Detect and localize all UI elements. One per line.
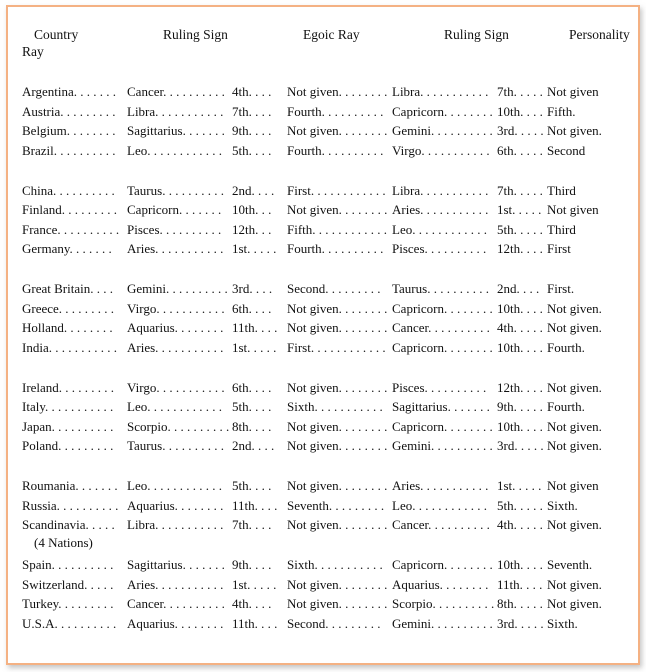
- cell-egoic-ray: Fifth. . . . . . . . . . . .: [287, 221, 388, 237]
- cell-personality-ray: Sixth.: [547, 497, 578, 513]
- cell-ruling-sign-2: Capricorn. . . . . . . .: [392, 339, 493, 355]
- cell-ruling-sign: Gemini. . . . . . . . . .: [127, 281, 228, 296]
- cell-personality-ray: Not given.: [547, 576, 602, 592]
- table-row: [22, 615, 638, 633]
- cell-egoic-ray-number: 11th. . . .: [232, 320, 278, 335]
- cell-egoic-ray: Not given. . . . . . . .: [287, 596, 388, 611]
- cell-ruling-sign-2: Cancer. . . . . . . . . .: [392, 320, 490, 335]
- cell-egoic-ray-number: 7th. . . .: [232, 103, 272, 119]
- cell-egoic-ray-number: 3rd. . . .: [232, 281, 273, 296]
- cell-country: Germany. . . . . . .: [22, 241, 112, 256]
- cell-ruling-sign: Virgo. . . . . . . . . . .: [127, 300, 225, 316]
- cell-egoic-ray-number: 4th. . . .: [232, 596, 272, 611]
- cell-country: France. . . . . . . . . .: [22, 221, 120, 237]
- cell-ruling-sign-2: Pisces. . . . . . . . . .: [392, 241, 487, 256]
- cell-ruling-sign-2: Gemini. . . . . . . . . .: [392, 123, 493, 138]
- cell-egoic-ray: Not given. . . . . . . .: [287, 418, 388, 434]
- cell-ray-number: 10th. . . .: [497, 300, 543, 316]
- cell-ruling-sign-2: Capricorn. . . . . . . .: [392, 418, 493, 434]
- cell-personality-ray: Not given: [547, 202, 599, 217]
- cell-ruling-sign-2: Pisces. . . . . . . . . .: [392, 379, 487, 395]
- cell-personality-ray: Third: [547, 182, 576, 198]
- cell-personality-ray: Not given.: [547, 517, 602, 532]
- cell-ray-number: 10th. . . .: [497, 103, 543, 119]
- cell-personality-ray: Fifth.: [547, 103, 576, 119]
- cell-country: Holland. . . . . . . .: [22, 320, 113, 335]
- cell-egoic-ray-number: 2nd. . . .: [232, 438, 275, 453]
- cell-ruling-sign: Aquarius. . . . . . . .: [127, 615, 224, 631]
- cell-ruling-sign-2: Taurus. . . . . . . . . .: [392, 281, 489, 296]
- cell-personality-ray: Seventh.: [547, 557, 593, 572]
- cell-ray-number: 10th. . . .: [497, 418, 543, 434]
- cell-personality-ray: Not given.: [547, 596, 602, 611]
- cell-personality-ray: Second: [547, 142, 586, 158]
- table-row: [22, 398, 638, 416]
- cell-ray-number: 10th. . . .: [497, 339, 543, 355]
- table-row: [22, 477, 638, 495]
- cell-personality-ray: Fourth.: [547, 399, 585, 414]
- cell-egoic-ray-number: 9th. . . .: [232, 123, 272, 138]
- cell-ray-number: 8th. . . . .: [497, 596, 543, 611]
- cell-egoic-ray: Not given. . . . . . . .: [287, 379, 388, 395]
- cell-ray-number: 5th. . . . .: [497, 497, 543, 513]
- cell-egoic-ray: Sixth. . . . . . . . . . .: [287, 399, 383, 414]
- table-row: [22, 339, 638, 357]
- cell-country: Finland. . . . . . . . .: [22, 202, 117, 217]
- cell-ruling-sign-2: Aquarius. . . . . . . .: [392, 576, 489, 592]
- table-row: [22, 240, 638, 258]
- cell-egoic-ray: Not given. . . . . . . .: [287, 517, 388, 532]
- table-row: [22, 122, 638, 140]
- cell-ray-number: 1st. . . . .: [497, 478, 542, 493]
- table-row: [22, 280, 638, 298]
- cell-personality-ray: Not given.: [547, 379, 602, 395]
- cell-ray-number: 5th. . . . .: [497, 221, 543, 237]
- cell-egoic-ray-number: 5th. . . .: [232, 478, 272, 493]
- cell-ruling-sign: Capricorn. . . . . . .: [127, 202, 222, 217]
- table-row: [22, 595, 638, 613]
- cell-country: Argentina. . . . . . .: [22, 84, 116, 99]
- cell-egoic-ray: Fourth. . . . . . . . . .: [287, 142, 384, 158]
- table-row: [22, 83, 638, 101]
- cell-ray-number: 3rd. . . . .: [497, 438, 544, 453]
- table-row: [22, 142, 638, 160]
- cell-country: U.S.A. . . . . . . . . .: [22, 615, 117, 631]
- cell-personality-ray: Not given.: [547, 418, 602, 434]
- cell-ruling-sign: Aries. . . . . . . . . . .: [127, 576, 224, 592]
- cell-egoic-ray-number: 1st. . . . .: [232, 339, 277, 355]
- table-row: [22, 379, 638, 397]
- cell-egoic-ray-number: 9th. . . .: [232, 557, 272, 572]
- cell-ruling-sign: Leo. . . . . . . . . . . .: [127, 399, 222, 414]
- cell-egoic-ray: Fourth. . . . . . . . . .: [287, 103, 384, 119]
- cell-personality-ray: Not given.: [547, 320, 602, 335]
- cell-egoic-ray-number: 8th. . . .: [232, 418, 272, 434]
- table-row: [22, 201, 638, 219]
- table-row: [22, 516, 638, 550]
- cell-egoic-ray: Sixth. . . . . . . . . . .: [287, 557, 383, 572]
- cell-ruling-sign: Pisces. . . . . . . . . .: [127, 221, 222, 237]
- cell-ray-number: 3rd. . . . .: [497, 123, 544, 138]
- cell-ruling-sign-2: Aries. . . . . . . . . . .: [392, 202, 489, 217]
- cell-ruling-sign-2: Leo. . . . . . . . . . . .: [392, 221, 487, 237]
- cell-country: India. . . . . . . . . . .: [22, 339, 117, 355]
- cell-personality-ray: Not given.: [547, 300, 602, 316]
- cell-ruling-sign-2: Aries. . . . . . . . . . .: [392, 478, 489, 493]
- cell-ruling-sign-2: Libra. . . . . . . . . . .: [392, 182, 489, 198]
- cell-ray-number: 6th. . . . .: [497, 142, 543, 158]
- table-row: [22, 319, 638, 337]
- cell-personality-ray: Fourth.: [547, 339, 585, 355]
- cell-egoic-ray-number: 4th. . . .: [232, 84, 272, 99]
- cell-personality-ray: Not given.: [547, 123, 602, 138]
- cell-egoic-ray-number: 6th. . . .: [232, 300, 272, 316]
- cell-ruling-sign-2: Leo. . . . . . . . . . . .: [392, 497, 487, 513]
- cell-personality-ray: Not given.: [547, 438, 602, 453]
- cell-ray-number: 2nd. . . .: [497, 281, 540, 296]
- table-frame: [6, 5, 640, 665]
- cell-egoic-ray-number: 7th. . . .: [232, 517, 272, 532]
- cell-ruling-sign: Leo. . . . . . . . . . . .: [127, 142, 222, 158]
- cell-country: Scandinavia. . . . .: [22, 517, 115, 532]
- cell-ray-number: 4th. . . . .: [497, 517, 543, 532]
- cell-egoic-ray: Not given. . . . . . . .: [287, 438, 388, 453]
- cell-ruling-sign-2: Virgo. . . . . . . . . . .: [392, 142, 490, 158]
- cell-egoic-ray: Seventh. . . . . . . . .: [287, 497, 385, 513]
- cell-country: Italy. . . . . . . . . . .: [22, 399, 114, 414]
- header-ray: Ray: [22, 44, 44, 59]
- table-row: [22, 182, 638, 200]
- cell-egoic-ray-number: 11th. . . .: [232, 615, 278, 631]
- cell-ruling-sign: Cancer. . . . . . . . . .: [127, 596, 225, 611]
- cell-ruling-sign-2: Capricorn. . . . . . . .: [392, 300, 493, 316]
- cell-ruling-sign: Leo. . . . . . . . . . . .: [127, 478, 222, 493]
- cell-country: Austria. . . . . . . . .: [22, 103, 116, 119]
- cell-egoic-ray-number: 1st. . . . .: [232, 241, 277, 256]
- cell-egoic-ray: First. . . . . . . . . . . .: [287, 339, 386, 355]
- cell-egoic-ray: Not given. . . . . . . .: [287, 320, 388, 335]
- cell-egoic-ray: Fourth. . . . . . . . . .: [287, 241, 384, 256]
- cell-country: Japan. . . . . . . . . .: [22, 418, 114, 434]
- cell-egoic-ray-number: 12th. . .: [232, 221, 272, 237]
- cell-country: Switzerland. . . . .: [22, 576, 114, 592]
- cell-country: Ireland. . . . . . . . .: [22, 379, 115, 395]
- cell-ruling-sign: Aries. . . . . . . . . . .: [127, 241, 224, 256]
- cell-ruling-sign-2: Gemini. . . . . . . . . .: [392, 438, 493, 453]
- cell-ruling-sign: Virgo. . . . . . . . . . .: [127, 379, 225, 395]
- cell-ruling-sign-2: Libra. . . . . . . . . . .: [392, 84, 489, 99]
- table-row: [22, 576, 638, 594]
- cell-ruling-sign-2: Capricorn. . . . . . . .: [392, 103, 493, 119]
- cell-country: Roumania. . . . . . .: [22, 478, 118, 493]
- cell-ruling-sign: Taurus. . . . . . . . . .: [127, 182, 224, 198]
- cell-ruling-sign-2: Capricorn. . . . . . . .: [392, 557, 493, 572]
- header-ruling-sign-2: Ruling Sign: [444, 27, 509, 42]
- cell-egoic-ray-number: 5th. . . .: [232, 142, 272, 158]
- cell-personality-ray: First.: [547, 281, 575, 296]
- cell-ruling-sign: Taurus. . . . . . . . . .: [127, 438, 224, 453]
- cell-ray-number: 12th. . . .: [497, 379, 543, 395]
- cell-country: Spain. . . . . . . . . .: [22, 557, 114, 572]
- cell-ray-number: 11th. . . .: [497, 576, 543, 592]
- cell-egoic-ray-number: 1st. . . . .: [232, 576, 277, 592]
- cell-country: Brazil. . . . . . . . . .: [22, 142, 116, 158]
- table-row: [22, 103, 638, 121]
- cell-country: Great Britain. . . .: [22, 281, 113, 296]
- table-row: [22, 556, 638, 574]
- cell-egoic-ray: Not given. . . . . . . .: [287, 123, 388, 138]
- cell-ray-number: 7th. . . . .: [497, 182, 543, 198]
- cell-ray-number: 4th. . . . .: [497, 320, 543, 335]
- cell-egoic-ray: Not given. . . . . . . .: [287, 84, 388, 99]
- cell-egoic-ray-number: 5th. . . .: [232, 399, 272, 414]
- cell-ray-number: 12th. . . .: [497, 241, 543, 256]
- cell-country: China. . . . . . . . . .: [22, 182, 115, 198]
- cell-country: Russia. . . . . . . . . .: [22, 497, 119, 513]
- cell-ruling-sign: Scorpio. . . . . . . . . .: [127, 418, 230, 434]
- cell-egoic-ray: Not given. . . . . . . .: [287, 576, 388, 592]
- cell-egoic-ray-number: 11th. . . .: [232, 497, 278, 513]
- cell-egoic-ray: Not given. . . . . . . .: [287, 202, 388, 217]
- cell-ruling-sign: Libra. . . . . . . . . . .: [127, 103, 224, 119]
- cell-egoic-ray: Not given. . . . . . . .: [287, 300, 388, 316]
- cell-ruling-sign-2: Scorpio. . . . . . . . . .: [392, 596, 495, 611]
- cell-ray-number: 1st. . . . .: [497, 202, 542, 217]
- cell-country: Poland. . . . . . . . .: [22, 438, 114, 453]
- cell-country: Greece. . . . . . . . .: [22, 300, 115, 316]
- cell-egoic-ray: Second. . . . . . . . .: [287, 281, 381, 296]
- table-row: [22, 497, 638, 515]
- cell-personality-ray: Not given: [547, 84, 599, 99]
- cell-personality-ray: Third: [547, 221, 576, 237]
- cell-ray-number: 10th. . . .: [497, 557, 543, 572]
- header-ruling-sign-1: Ruling Sign: [163, 27, 228, 42]
- cell-ray-number: 3rd. . . . .: [497, 615, 544, 631]
- cell-ruling-sign: Aries. . . . . . . . . . .: [127, 339, 224, 355]
- table-row: [22, 437, 638, 455]
- table-row: [22, 300, 638, 318]
- cell-ruling-sign: Sagittarius. . . . . . .: [127, 557, 225, 572]
- cell-ruling-sign-2: Cancer. . . . . . . . . .: [392, 517, 490, 532]
- cell-personality-ray: Not given: [547, 478, 599, 493]
- cell-egoic-ray-number: 10th. . .: [232, 202, 272, 217]
- cell-ruling-sign-2: Sagittarius. . . . . . .: [392, 399, 490, 414]
- cell-egoic-ray: Not given. . . . . . . .: [287, 478, 388, 493]
- scandinavia-note: (4 Nations): [34, 535, 93, 550]
- cell-ruling-sign: Aquarius. . . . . . . .: [127, 320, 224, 335]
- cell-egoic-ray: Second. . . . . . . . .: [287, 615, 381, 631]
- header-egoic-ray: Egoic Ray: [303, 27, 360, 42]
- cell-country: Belgium. . . . . . . .: [22, 123, 116, 138]
- cell-ray-number: 9th. . . . .: [497, 399, 543, 414]
- cell-egoic-ray-number: 2nd. . . .: [232, 182, 275, 198]
- header-country: Country: [34, 27, 79, 42]
- table-row: [22, 221, 638, 239]
- cell-ruling-sign-2: Gemini. . . . . . . . . .: [392, 615, 493, 631]
- cell-egoic-ray: First. . . . . . . . . . . .: [287, 182, 386, 198]
- cell-ruling-sign: Aquarius. . . . . . . .: [127, 497, 224, 513]
- cell-ruling-sign: Sagittarius. . . . . . .: [127, 123, 225, 138]
- cell-ray-number: 7th. . . . .: [497, 84, 543, 99]
- cell-country: Turkey. . . . . . . . .: [22, 596, 114, 611]
- cell-ruling-sign: Libra. . . . . . . . . . .: [127, 517, 224, 532]
- cell-ruling-sign: Cancer. . . . . . . . . .: [127, 84, 225, 99]
- table-header: [8, 7, 638, 67]
- cell-personality-ray: First: [547, 241, 571, 256]
- cell-personality-ray: Sixth.: [547, 615, 578, 631]
- cell-egoic-ray-number: 6th. . . .: [232, 379, 272, 395]
- header-personality: Personality: [569, 27, 630, 42]
- table-row: [22, 418, 638, 436]
